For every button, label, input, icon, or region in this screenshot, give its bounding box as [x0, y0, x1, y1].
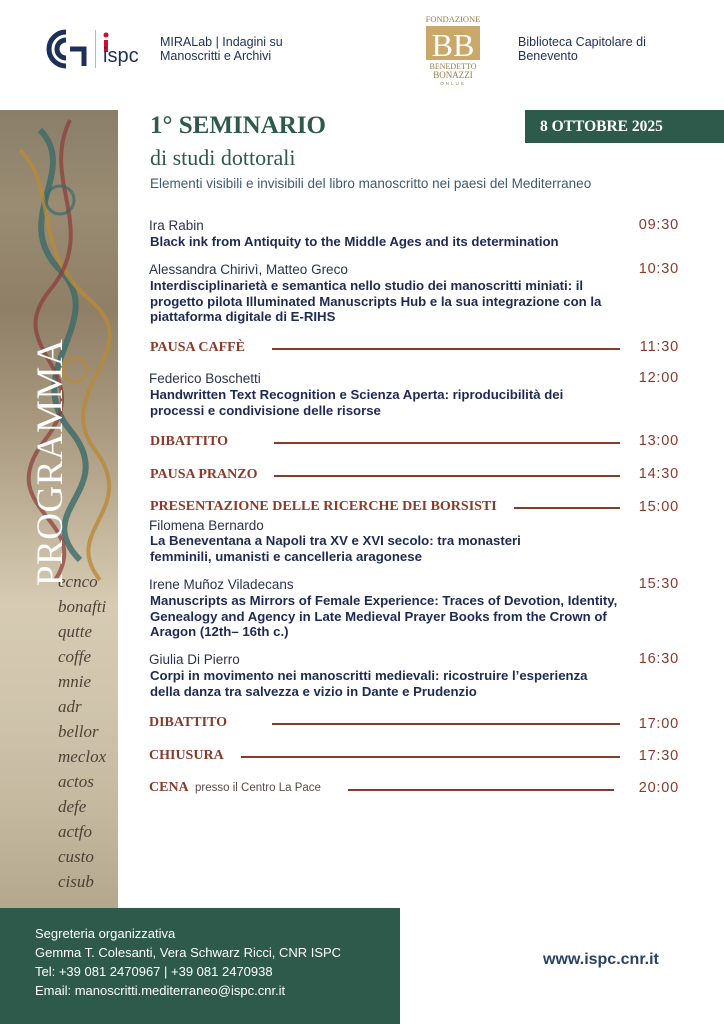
- session-2-title: Interdisciplinarietà e semantica nello studio dei manoscritti miniati: il progetto pilota Illuminated Manuscripts Hub e la sua integrazione con la piattaforma digitale di E-RIHS: [150, 278, 602, 324]
- session-5-title: Manuscripts as Mirrors of Female Experience: Traces of Devotion, Identity, Genealogy and Agency in Late Medieval Prayer Books from the Crown of Aragon (12th– 16th c.): [150, 593, 618, 639]
- manuscript-script: cisub: [58, 872, 94, 891]
- session-3-time: 12:00: [638, 370, 679, 386]
- logo-divider: [95, 30, 96, 68]
- dinner-label: CENA: [149, 780, 189, 795]
- manuscript-script: qutte: [58, 622, 92, 641]
- page-header: [0, 0, 724, 110]
- manuscript-script: bellor: [58, 722, 99, 741]
- footer-heading: Segreteria organizzativa: [35, 926, 176, 941]
- ispc-logo-label: ispc: [103, 45, 139, 67]
- debate-1-rule: [274, 442, 620, 444]
- fellows-presentation-time: 15:00: [638, 499, 679, 515]
- cnr-logo-icon: [44, 28, 88, 70]
- manuscript-script: coffe: [58, 647, 92, 666]
- coffee-break-time: 11:30: [639, 339, 679, 355]
- session-5-time: 15:30: [638, 576, 679, 592]
- seminar-subtitle: di studi dottorali: [150, 145, 296, 170]
- closing-time: 17:30: [638, 748, 679, 764]
- fondazione-line-1: BENEDETTO: [429, 62, 477, 71]
- session-3-title: Handwritten Text Recognition e Scienza Aperta: riproducibilità dei processi e condivisione delle risorse: [150, 387, 564, 418]
- footer-email[interactable]: Email: manoscritti.mediterraneo@ispc.cnr.it: [35, 983, 286, 998]
- manuscript-script: adr: [58, 697, 82, 716]
- session-4-speaker: Filomena Bernardo: [149, 518, 264, 533]
- miralab-line-2: Manoscritti e Archivi: [160, 49, 272, 63]
- coffee-break-label: PAUSA CAFFÈ: [150, 340, 246, 355]
- dinner-location-note: presso il Centro La Pace: [195, 782, 321, 794]
- session-6-title: Corpi in movimento nei manoscritti medievali: ricostruire l’esperienza della danza tra salvezza e vizio in Dante e Prudenzio: [150, 668, 588, 699]
- fondazione-onlus: ONLUS: [440, 81, 466, 86]
- debate-2-time: 17:00: [638, 716, 679, 732]
- miralab-label: [160, 35, 310, 63]
- manuscript-script: actfo: [58, 822, 92, 841]
- event-date-badge: 8 OTTOBRE 2025: [525, 110, 724, 143]
- fondazione-line-2: BONAZZI: [433, 70, 473, 80]
- session-5-speaker: Irene Muñoz Viladecans: [149, 577, 294, 592]
- dinner-time: 20:00: [638, 780, 679, 796]
- manuscript-script: defe: [58, 797, 87, 816]
- manuscript-script: ecnco: [58, 572, 98, 591]
- fondazione-top-label: FONDAZIONE: [425, 14, 481, 24]
- debate-1-label: DIBATTITO: [150, 434, 229, 449]
- dinner-rule: [348, 789, 614, 791]
- fondazione-bonazzi-logo: [420, 14, 486, 86]
- manuscript-image: [0, 110, 118, 908]
- debate-2-rule: [272, 723, 620, 725]
- closing-label: CHIUSURA: [149, 748, 224, 763]
- session-2-speaker: Alessandra Chirivì, Matteo Greco: [149, 262, 348, 277]
- lunch-break-rule: [274, 475, 620, 477]
- manuscript-script: mnie: [58, 672, 92, 691]
- biblioteca-line-1: Biblioteca Capitolare di: [518, 35, 646, 49]
- closing-rule: [241, 756, 620, 758]
- biblioteca-line-2: Benevento: [518, 49, 578, 63]
- miralab-line-1: MIRALab | Indagini su: [160, 35, 283, 49]
- manuscript-script: bonafti: [58, 597, 107, 616]
- session-4-title: La Beneventana a Napoli tra XV e XVI secolo: tra monasteri femminili, umanisti e cancelleria aragonese: [150, 533, 521, 564]
- session-6-time: 16:30: [638, 651, 679, 667]
- website-link[interactable]: www.ispc.cnr.it: [543, 951, 659, 968]
- session-1-speaker: Ira Rabin: [149, 218, 204, 233]
- manuscript-script: custo: [58, 847, 94, 866]
- seminar-title: 1° SEMINARIO: [150, 112, 326, 139]
- debate-1-time: 13:00: [638, 433, 679, 449]
- ispc-logo-icon: [100, 30, 148, 70]
- debate-2-label: DIBATTITO: [149, 715, 228, 730]
- session-1-title: Black ink from Antiquity to the Middle Ages and its determination: [150, 234, 559, 249]
- coffee-break-rule: [272, 348, 620, 350]
- session-1-time: 09:30: [638, 217, 679, 233]
- manuscript-script: actos: [58, 772, 94, 791]
- programma-vertical-title: PROGRAMMA: [30, 338, 71, 586]
- footer-phone[interactable]: Tel: +39 081 2470967 | +39 081 2470938: [35, 964, 273, 979]
- fellows-presentation-rule: [514, 507, 620, 509]
- lunch-break-time: 14:30: [638, 466, 679, 482]
- session-2-time: 10:30: [638, 261, 679, 277]
- fellows-presentation-label: PRESENTAZIONE DELLE RICERCHE DEI BORSISTI: [150, 499, 497, 514]
- session-3-speaker: Federico Boschetti: [149, 371, 261, 386]
- footer-organizers: Gemma T. Colesanti, Vera Schwarz Ricci, CNR ISPC: [35, 945, 342, 960]
- fondazione-monogram: BB: [431, 27, 475, 63]
- session-6-speaker: Giulia Di Pierro: [149, 652, 240, 667]
- manuscript-script: meclox: [58, 747, 107, 766]
- organizing-secretariat-box: [0, 908, 400, 1024]
- biblioteca-label: [518, 35, 678, 63]
- seminar-theme: Elementi visibili e invisibili del libro manoscritto nei paesi del Mediterraneo: [150, 176, 592, 191]
- lunch-break-label: PAUSA PRANZO: [150, 467, 258, 482]
